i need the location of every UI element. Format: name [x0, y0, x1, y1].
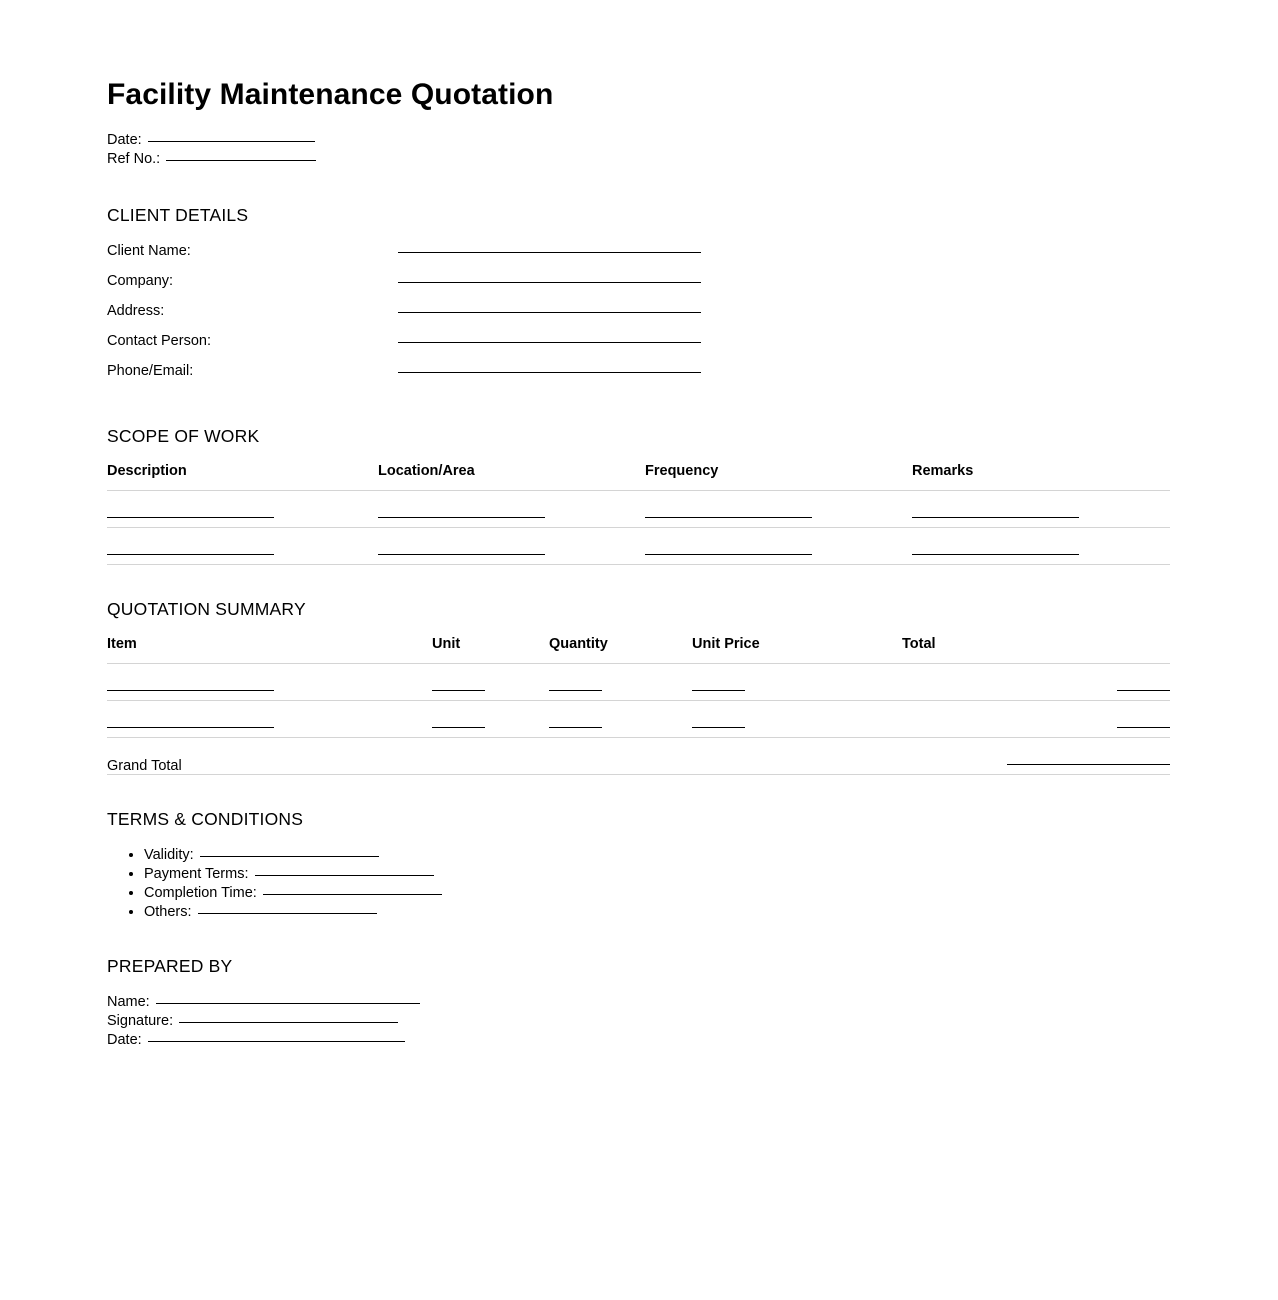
column-header-unit: Unit: [432, 635, 461, 652]
validity-input-rule[interactable]: [200, 856, 379, 857]
terms-and-conditions-section: [107, 809, 1170, 922]
client-details-section: [107, 205, 1170, 392]
client-name-label: Client Name:: [107, 242, 191, 259]
prepared-by-name-row: [107, 993, 1170, 1012]
column-header-total: Total: [902, 635, 936, 652]
column-header-quantity: Quantity: [549, 635, 608, 652]
address-row: [107, 302, 1170, 332]
prepared-by-name-label: Name:: [107, 993, 150, 1010]
payment-terms-label: Payment Terms:: [144, 865, 249, 882]
scope-description-rule-2[interactable]: [107, 554, 274, 555]
scope-frequency-cell-1[interactable]: [645, 490, 912, 527]
quote-total-cell-1[interactable]: [902, 663, 1170, 700]
ref-no-input-rule[interactable]: [166, 160, 316, 161]
quote-total-rule-1[interactable]: [1117, 690, 1170, 691]
scope-location-cell-1[interactable]: [378, 490, 645, 527]
scope-remarks-cell-2[interactable]: [912, 527, 1170, 564]
grand-total-spacer-unit-price: [692, 737, 902, 774]
quote-unit-rule-2[interactable]: [432, 727, 485, 728]
quote-quantity-rule-2[interactable]: [549, 727, 602, 728]
quote-item-rule-2[interactable]: [107, 727, 274, 728]
terms-and-conditions-heading: TERMS & CONDITIONS: [107, 808, 304, 829]
contact-person-input-rule[interactable]: [398, 342, 701, 343]
scope-frequency-rule-1[interactable]: [645, 517, 812, 518]
validity-label: Validity:: [144, 846, 194, 863]
scope-description-cell-2[interactable]: [107, 527, 378, 564]
date-input-rule[interactable]: [148, 141, 315, 142]
quote-item-cell-1[interactable]: [107, 663, 432, 700]
company-input-rule[interactable]: [398, 282, 701, 283]
prepared-by-date-label: Date:: [107, 1031, 142, 1048]
ref-no-label: Ref No.:: [107, 150, 161, 167]
scope-location-cell-2[interactable]: [378, 527, 645, 564]
quote-unit-price-cell-2[interactable]: [692, 700, 902, 737]
others-input-rule[interactable]: [198, 913, 377, 914]
document-meta: [107, 131, 1170, 169]
contact-person-label: Contact Person:: [107, 332, 211, 349]
client-name-input-rule[interactable]: [398, 252, 701, 253]
table-header-row: [107, 463, 1170, 491]
payment-terms-input-rule[interactable]: [255, 875, 434, 876]
scope-of-work-section: [107, 426, 1170, 565]
list-item-completion-time: [144, 884, 1170, 903]
quote-unit-price-cell-1[interactable]: [692, 663, 902, 700]
prepared-by-signature-input-rule[interactable]: [179, 1022, 398, 1023]
scope-remarks-rule-1[interactable]: [912, 517, 1079, 518]
list-item-validity: [144, 846, 1170, 865]
scope-of-work-table: [107, 463, 1170, 565]
quote-quantity-rule-1[interactable]: [549, 690, 602, 691]
ref-no-field-row: [107, 150, 1170, 169]
scope-frequency-cell-2[interactable]: [645, 527, 912, 564]
address-input-rule[interactable]: [398, 312, 701, 313]
scope-location-rule-2[interactable]: [378, 554, 545, 555]
scope-frequency-rule-2[interactable]: [645, 554, 812, 555]
client-name-row: [107, 242, 1170, 272]
prepared-by-section: [107, 956, 1170, 1050]
phone-email-label: Phone/Email:: [107, 362, 194, 379]
quote-unit-cell-2[interactable]: [432, 700, 549, 737]
scope-description-rule-1[interactable]: [107, 517, 274, 518]
quote-total-cell-2[interactable]: [902, 700, 1170, 737]
phone-email-row: [107, 362, 1170, 392]
quote-total-rule-2[interactable]: [1117, 727, 1170, 728]
company-label: Company:: [107, 272, 174, 289]
column-header-frequency: Frequency: [645, 462, 719, 479]
quotation-summary-table: [107, 636, 1170, 775]
list-item-payment-terms: [144, 865, 1170, 884]
quote-unit-price-rule-1[interactable]: [692, 690, 745, 691]
table-row: [107, 490, 1170, 527]
date-label: Date:: [107, 131, 142, 148]
quotation-summary-heading: QUOTATION SUMMARY: [107, 598, 306, 619]
completion-time-label: Completion Time:: [144, 884, 257, 901]
date-field-row: [107, 131, 1170, 150]
column-header-description: Description: [107, 462, 187, 479]
address-label: Address:: [107, 302, 165, 319]
prepared-by-signature-row: [107, 1012, 1170, 1031]
page-title: Facility Maintenance Quotation: [107, 78, 554, 111]
phone-email-input-rule[interactable]: [398, 372, 701, 373]
company-row: [107, 272, 1170, 302]
table-row: [107, 527, 1170, 564]
prepared-by-name-input-rule[interactable]: [156, 1003, 420, 1004]
column-header-remarks: Remarks: [912, 462, 974, 479]
client-details-heading: CLIENT DETAILS: [107, 204, 249, 225]
column-header-unit-price: Unit Price: [692, 635, 760, 652]
contact-person-row: [107, 332, 1170, 362]
quote-unit-cell-1[interactable]: [432, 663, 549, 700]
quote-unit-price-rule-2[interactable]: [692, 727, 745, 728]
prepared-by-date-input-rule[interactable]: [148, 1041, 405, 1042]
table-row: [107, 663, 1170, 700]
grand-total-spacer-unit: [432, 737, 549, 774]
grand-total-rule[interactable]: [1007, 764, 1170, 765]
grand-total-label: Grand Total: [107, 737, 432, 774]
prepared-by-date-row: [107, 1031, 1170, 1050]
list-item-others: [144, 903, 1170, 922]
grand-total-value-cell[interactable]: [902, 737, 1170, 774]
scope-location-rule-1[interactable]: [378, 517, 545, 518]
prepared-by-heading: PREPARED BY: [107, 955, 233, 976]
terms-list: [107, 846, 1170, 922]
quote-unit-rule-1[interactable]: [432, 690, 485, 691]
table-header-row: [107, 636, 1170, 664]
quotation-summary-section: [107, 599, 1170, 775]
scope-of-work-heading: SCOPE OF WORK: [107, 425, 260, 446]
quote-item-cell-2[interactable]: [107, 700, 432, 737]
table-row: [107, 700, 1170, 737]
quote-item-rule-1[interactable]: [107, 690, 274, 691]
others-label: Others:: [144, 903, 192, 920]
grand-total-row: [107, 737, 1170, 774]
client-details-fields: [107, 242, 1170, 392]
completion-time-input-rule[interactable]: [263, 894, 442, 895]
quote-quantity-cell-2[interactable]: [549, 700, 692, 737]
column-header-item: Item: [107, 635, 137, 652]
prepared-by-signature-label: Signature:: [107, 1012, 174, 1029]
scope-remarks-rule-2[interactable]: [912, 554, 1079, 555]
grand-total-spacer-quantity: [549, 737, 692, 774]
quote-quantity-cell-1[interactable]: [549, 663, 692, 700]
scope-description-cell-1[interactable]: [107, 490, 378, 527]
column-header-location-area: Location/Area: [378, 462, 475, 479]
scope-remarks-cell-1[interactable]: [912, 490, 1170, 527]
